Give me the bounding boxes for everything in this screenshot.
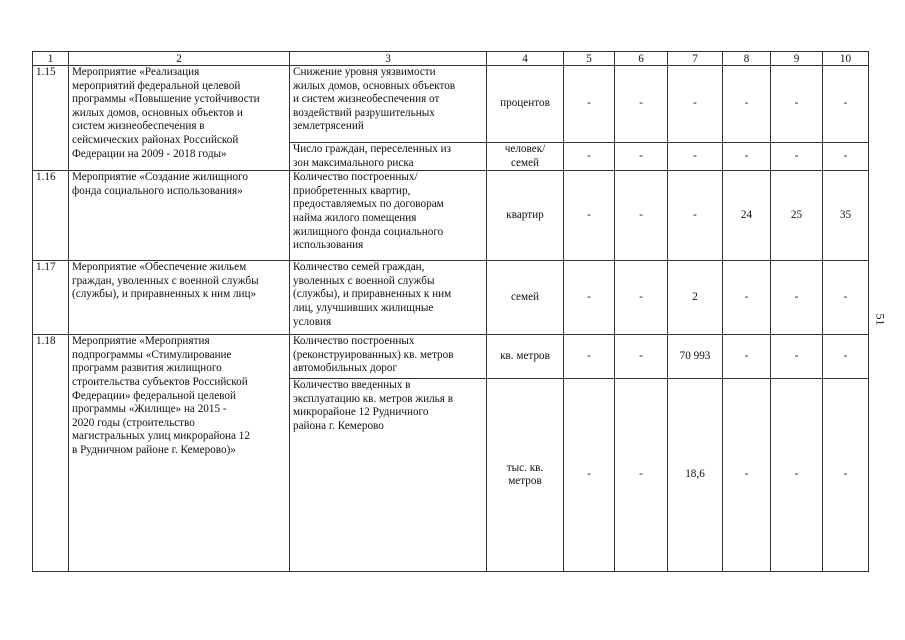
value-cell: - [723,379,771,572]
value-cell: - [668,66,723,143]
event-name: Мероприятие «Реализация мероприятий федеральной целевой программы «Повышение устойчивости жилых домов, основных объектов и систем жизнеобеспечения в сейсмических районах Российской Федерации на 2009 - 2018 годы» [69,66,290,171]
value-cell: - [564,171,615,261]
header-cell: 4 [487,52,564,66]
value-cell: - [668,143,723,171]
table-row [33,66,869,143]
unit-cell: кв. метров [487,335,564,379]
page-number: 51 [873,313,888,326]
indicators-table [32,51,869,572]
row-number: 1.18 [33,335,69,572]
value-cell: 25 [771,171,823,261]
value-cell: 18,6 [668,379,723,572]
value-cell: - [564,66,615,143]
value-cell: 35 [823,171,869,261]
unit-cell: семей [487,261,564,335]
value-cell: - [823,379,869,572]
table-row [33,335,869,379]
value-cell: - [564,379,615,572]
header-row [33,52,869,66]
value-cell: 24 [723,171,771,261]
indicator-name: Количество семей граждан, уволенных с военной службы (службы), и приравненных к ним лиц, улучшивших жилищные условия [290,261,487,335]
indicator-name: Снижение уровня уязвимости жилых домов, основных объектов и систем жизнеобеспечения от воздействий разрушительных землетрясений [290,66,487,143]
unit-cell: человек/ семей [487,143,564,171]
event-name: Мероприятие «Обеспечение жильем граждан, уволенных с военной службы (службы), и приравненных к ним лиц» [69,261,290,335]
value-cell: - [823,335,869,379]
indicator-name: Количество введенных в эксплуатацию кв. метров жилья в микрорайоне 12 Рудничного района г. Кемерово [290,379,487,572]
value-cell: - [615,171,668,261]
value-cell: - [771,261,823,335]
value-cell: - [615,143,668,171]
value-cell: - [823,66,869,143]
event-name: Мероприятие «Создание жилищного фонда социального использования» [69,171,290,261]
value-cell: - [615,335,668,379]
header-cell: 2 [69,52,290,66]
value-cell: - [771,143,823,171]
value-cell: - [823,261,869,335]
row-number: 1.17 [33,261,69,335]
header-cell: 1 [33,52,69,66]
value-cell: - [771,66,823,143]
table-row [33,261,869,335]
value-cell: - [668,171,723,261]
value-cell: - [771,335,823,379]
indicator-name: Количество построенных/ приобретенных квартир, предоставляемых по договорам найма жилого помещения жилищного фонда социального использования [290,171,487,261]
value-cell: 2 [668,261,723,335]
value-cell: - [723,261,771,335]
value-cell: - [564,335,615,379]
header-cell: 5 [564,52,615,66]
header-cell: 9 [771,52,823,66]
value-cell: - [723,143,771,171]
header-cell: 8 [723,52,771,66]
event-name: Мероприятие «Мероприятия подпрограммы «Стимулирование программ развития жилищного строительства субъектов Российской Федерации» федеральной целевой программы «Жилище» на 2015 - 2020 годы (строительство магистральных улиц микрорайона 12 в Рудничном районе г. Кемерово)» [69,335,290,572]
unit-cell: тыс. кв. метров [487,379,564,572]
value-cell: - [771,379,823,572]
row-number: 1.15 [33,66,69,171]
value-cell: - [615,261,668,335]
header-cell: 7 [668,52,723,66]
value-cell: - [615,66,668,143]
value-cell: - [723,335,771,379]
indicator-name: Число граждан, переселенных из зон максимального риска [290,143,487,171]
value-cell: - [723,66,771,143]
row-number: 1.16 [33,171,69,261]
indicator-name: Количество построенных (реконструированных) кв. метров автомобильных дорог [290,335,487,379]
value-cell: 70 993 [668,335,723,379]
value-cell: - [564,143,615,171]
header-cell: 10 [823,52,869,66]
header-cell: 3 [290,52,487,66]
unit-cell: квартир [487,171,564,261]
header-cell: 6 [615,52,668,66]
value-cell: - [564,261,615,335]
table-row [33,171,869,261]
value-cell: - [823,143,869,171]
unit-cell: процентов [487,66,564,143]
value-cell: - [615,379,668,572]
